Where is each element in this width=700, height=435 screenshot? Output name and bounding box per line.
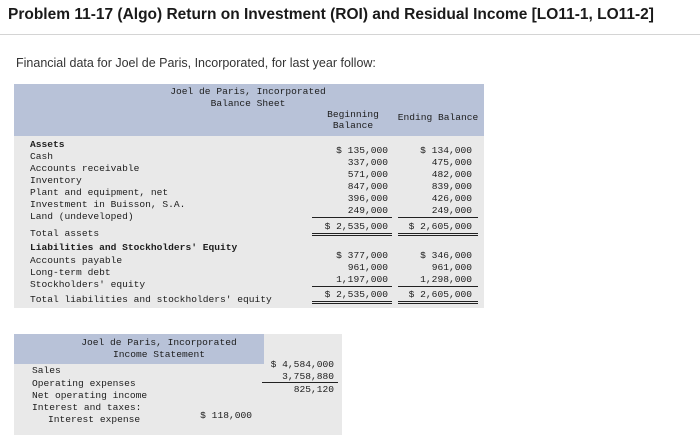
assets-subtotal-rule	[398, 217, 478, 218]
liability-end: 961,000	[431, 262, 472, 273]
asset-end: 839,000	[431, 181, 472, 192]
problem-title: Problem 11-17 (Algo) Return on Investment (ROI) and Residual Income [LO11-1, LO11-2]	[8, 6, 654, 23]
liability-end: $ 346,000	[420, 250, 472, 261]
total-liab-rule	[398, 301, 478, 304]
assets-subtotal-rule	[312, 217, 392, 218]
is-title: Income Statement	[112, 349, 206, 360]
liability-label: Stockholders' equity	[30, 279, 146, 290]
asset-end: $ 134,000	[420, 145, 472, 156]
asset-end: 426,000	[431, 193, 472, 204]
asset-end: 475,000	[431, 157, 472, 168]
total-liab-begin: $ 2,535,000	[324, 289, 388, 300]
total-liab-label: Total liabilities and stockholders' equity	[30, 294, 272, 305]
asset-label: Investment in Buisson, S.A.	[30, 199, 186, 210]
interest-heading: Interest and taxes:	[32, 402, 142, 413]
total-assets-rule	[398, 233, 478, 236]
asset-begin: $ 135,000	[336, 145, 388, 156]
intro-text: Financial data for Joel de Paris, Incorporated, for last year follow:	[16, 56, 376, 70]
is-company: Joel de Paris, Incorporated	[81, 337, 237, 348]
asset-begin: 571,000	[347, 169, 388, 180]
asset-label: Plant and equipment, net	[30, 187, 169, 198]
interest-label: Interest expense	[48, 414, 141, 425]
col-begin-line1: Beginning	[327, 109, 379, 120]
is-value: 825,120	[293, 384, 334, 395]
is-label: Operating expenses	[32, 378, 136, 389]
liability-begin: $ 377,000	[336, 250, 388, 261]
asset-label: Inventory	[30, 175, 82, 186]
total-liab-end: $ 2,605,000	[408, 289, 472, 300]
asset-end: 249,000	[431, 205, 472, 216]
total-liab-rule	[312, 301, 392, 304]
liability-begin: 961,000	[347, 262, 388, 273]
total-assets-begin: $ 2,535,000	[324, 221, 388, 232]
is-label: Net operating income	[32, 390, 148, 401]
asset-begin: 337,000	[347, 157, 388, 168]
asset-label: Land (undeveloped)	[30, 211, 134, 222]
col-begin-line2: Balance	[332, 120, 374, 131]
is-subtotal-rule	[262, 382, 338, 383]
liability-label: Long-term debt	[30, 267, 111, 278]
title-divider	[0, 34, 700, 35]
is-value: $ 4,584,000	[270, 359, 334, 370]
asset-begin: 396,000	[347, 193, 388, 204]
bs-title: Balance Sheet	[210, 98, 286, 109]
liabilities-subtotal-rule	[312, 286, 392, 287]
liabilities-heading: Liabilities and Stockholders' Equity	[30, 242, 238, 253]
asset-label: Cash	[30, 151, 54, 162]
total-assets-rule	[312, 233, 392, 236]
asset-label: Accounts receivable	[30, 163, 140, 174]
total-assets-end: $ 2,605,000	[408, 221, 472, 232]
asset-begin: 847,000	[347, 181, 388, 192]
is-value: 3,758,880	[282, 371, 334, 382]
asset-begin: 249,000	[347, 205, 388, 216]
asset-end: 482,000	[431, 169, 472, 180]
col-end: Ending Balance	[397, 112, 479, 123]
total-assets-label: Total assets	[30, 228, 100, 239]
liability-begin: 1,197,000	[336, 274, 388, 285]
interest-value: $ 118,000	[200, 410, 252, 421]
bs-company: Joel de Paris, Incorporated	[170, 86, 326, 97]
is-label: Sales	[32, 365, 61, 376]
assets-heading: Assets	[30, 139, 65, 150]
liability-end: 1,298,000	[420, 274, 472, 285]
liability-label: Accounts payable	[30, 255, 123, 266]
liabilities-subtotal-rule	[398, 286, 478, 287]
